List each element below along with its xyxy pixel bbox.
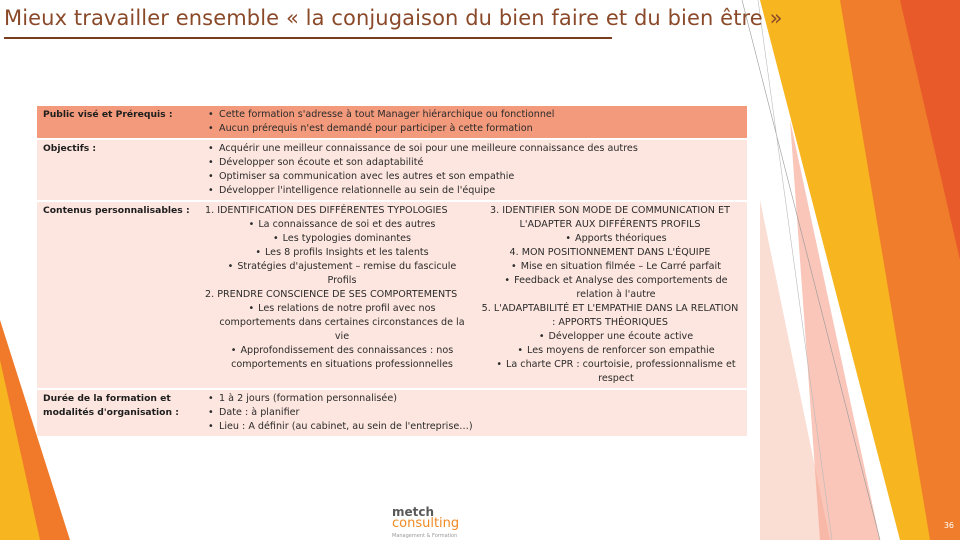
list-item: • 1 à 2 jours (formation personnalisée) bbox=[219, 392, 741, 406]
cell-public bbox=[199, 106, 747, 138]
label-contenus: Contenus personnalisables : bbox=[37, 202, 199, 388]
list-item: • Les typologies dominantes bbox=[272, 233, 412, 244]
list-item: • Feedback et Analyse des comportements de relation à l'autre bbox=[504, 275, 728, 300]
section-heading: 2. PRENDRE CONSCIENCE DE SES COMPORTEMENTS bbox=[205, 289, 458, 300]
list-item: • La charte CPR : courtoisie, professionnalisme et respect bbox=[496, 359, 736, 384]
contenus-right-column bbox=[479, 204, 741, 386]
row-contenus bbox=[37, 202, 747, 388]
row-objectifs bbox=[37, 140, 747, 200]
list-item: • Mise en situation filmée – Le Carré parfait bbox=[511, 261, 721, 272]
title-underline bbox=[4, 37, 612, 39]
list-item: • Aucun prérequis n'est demandé pour participer à cette formation bbox=[219, 122, 741, 136]
label-public: Public visé et Prérequis : bbox=[37, 106, 199, 138]
label-duree: Durée de la formation et modalités d'organisation : bbox=[37, 390, 199, 436]
label-objectifs: Objectifs : bbox=[37, 140, 199, 200]
list-item: • Développer son écoute et son adaptabilité bbox=[219, 156, 741, 170]
page-number: 36 bbox=[943, 521, 954, 530]
cell-contenus bbox=[199, 202, 747, 388]
company-logo bbox=[392, 506, 459, 542]
section-heading: 4. MON POSITIONNEMENT DANS L'ÉQUIPE bbox=[509, 247, 711, 258]
list-item: • Développer une écoute active bbox=[538, 331, 694, 342]
contenus-left-column bbox=[205, 204, 467, 386]
list-item: • Optimiser sa communication avec les autres et son empathie bbox=[219, 170, 741, 184]
slide-title: Mieux travailler ensemble « la conjugaison du bien faire et du bien être » bbox=[4, 6, 783, 30]
list-item: • La connaissance de soi et des autres bbox=[248, 219, 436, 230]
training-table bbox=[37, 104, 747, 438]
list-item: • Apports théoriques bbox=[565, 233, 667, 244]
list-item: • Stratégies d'ajustement – remise du fascicule Profils bbox=[227, 261, 457, 286]
section-heading: 1. IDENTIFICATION DES DIFFÉRENTES TYPOLOGIES bbox=[205, 205, 448, 216]
section-heading: 3. IDENTIFIER SON MODE DE COMMUNICATION ET L'ADAPTER AUX DIFFÉRENTS PROFILS bbox=[490, 205, 730, 230]
logo-line-2: consulting bbox=[392, 516, 460, 531]
section-heading: 5. L'ADAPTABILITÉ ET L'EMPATHIE DANS LA RELATION : APPORTS THÉORIQUES bbox=[481, 303, 739, 328]
list-item: • Acquérir une meilleur connaissance de soi pour une meilleure connaissance des autres bbox=[219, 142, 741, 156]
list-item: • Date : à planifier bbox=[219, 406, 741, 420]
row-duree bbox=[37, 390, 747, 436]
list-item: • Les moyens de renforcer son empathie bbox=[517, 345, 715, 356]
cell-objectifs bbox=[199, 140, 747, 200]
list-item: • Lieu : A définir (au cabinet, au sein de l'entreprise…) bbox=[219, 420, 741, 434]
list-item: • Les 8 profils Insights et les talents bbox=[255, 247, 429, 258]
logo-line-3: Management & Formation bbox=[392, 533, 458, 539]
list-item: • Approfondissement des connaissances : nos comportements en situations professionnelles bbox=[230, 345, 454, 370]
row-public bbox=[37, 106, 747, 138]
list-item: • Cette formation s'adresse à tout Manager hiérarchique ou fonctionnel bbox=[219, 108, 741, 122]
cell-duree bbox=[199, 390, 747, 436]
list-item: • Développer l'intelligence relationnelle au sein de l'équipe bbox=[219, 184, 741, 198]
list-item: • Les relations de notre profil avec nos comportements dans certaines circonstances de la vie bbox=[219, 303, 465, 342]
logo-line-1: metch bbox=[392, 505, 435, 519]
